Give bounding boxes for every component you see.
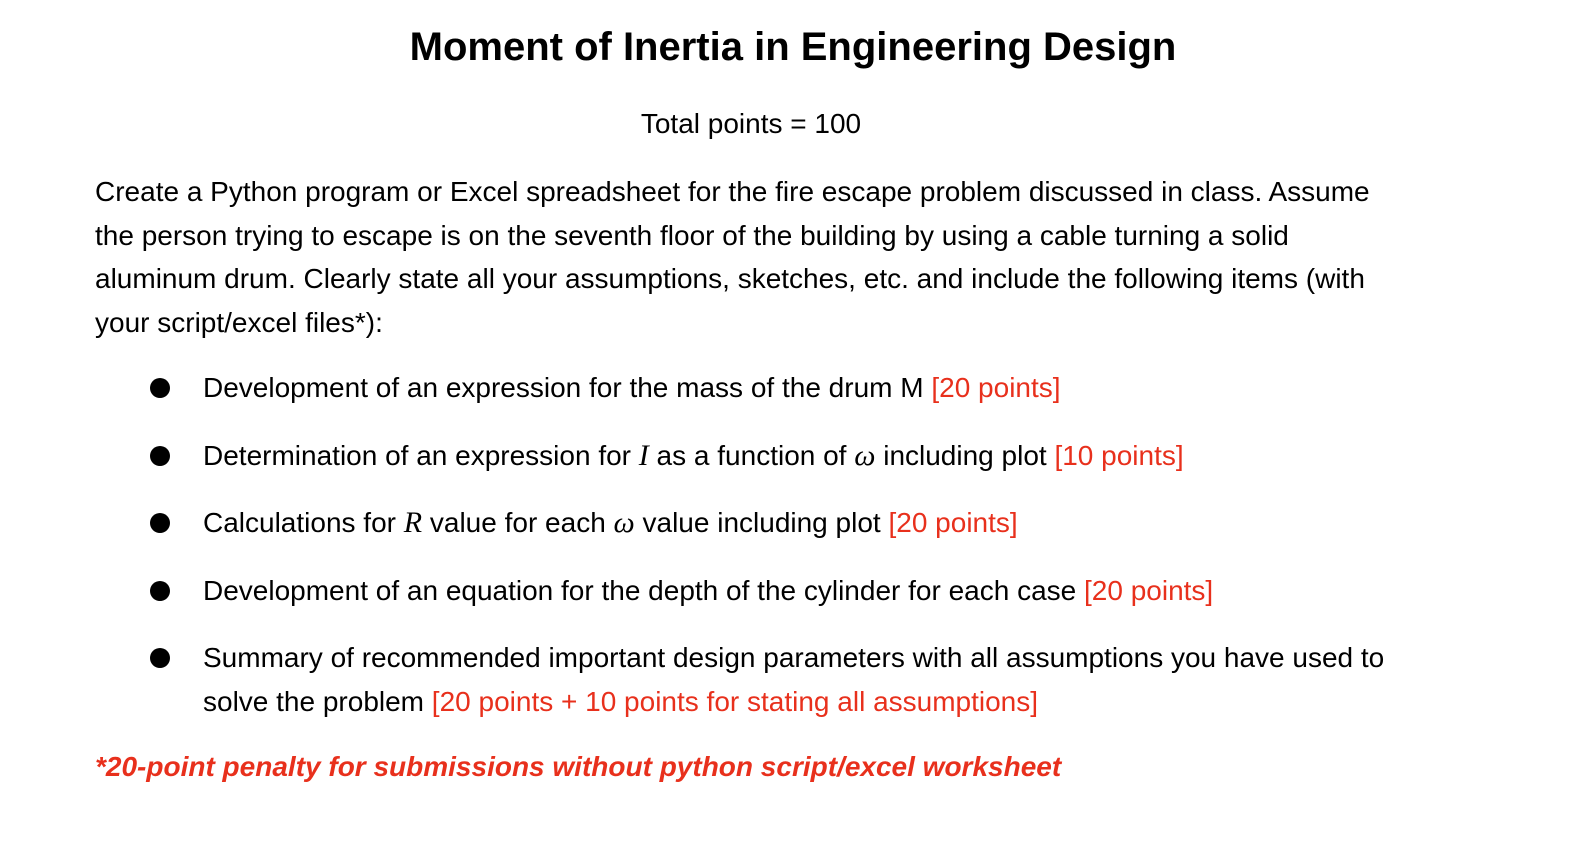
item-points: [20 points] [888,507,1018,538]
item-points: [20 points] [1084,574,1214,606]
list-item-line [203,366,1523,410]
item-text: as a function of [648,439,855,471]
item-text: value including plot [634,507,889,538]
math-symbol-omega: ω [613,506,635,539]
list-item [0,501,1576,545]
list-item-text [203,501,1523,545]
item-text: value for each [422,507,614,538]
item-points: [20 points] [931,372,1061,403]
total-points: Total points = 100 [640,108,862,139]
bullet-icon [150,581,170,601]
intro-paragraph [95,170,1495,344]
bullet-icon [150,446,170,466]
list-item-line [203,501,1523,545]
intro-line: the person trying to escape is on the seventh floor of the building by using a cable turning a solid [95,219,1289,251]
math-symbol-radius: R [403,506,423,539]
list-item-line: Summary of recommended important design parameters with all assumptions you have used to [203,642,1385,673]
bullet-icon [150,648,170,668]
list-item-text [203,569,1523,613]
list-item-text [203,366,1523,410]
bullet-icon [150,513,170,533]
list-item [0,636,1576,723]
item-text: Calculations for [203,507,404,538]
list-item-line [203,569,1523,613]
item-text: Development of an equation for the depth of the cylinder for each case [203,574,1085,606]
item-text: Development of an expression for the mass of the drum M [203,372,932,403]
math-symbol-omega: ω [854,438,876,472]
bullet-icon [150,378,170,398]
item-text: Determination of an expression for [203,439,639,471]
list-item-text [203,636,1523,723]
list-item [0,366,1576,410]
list-item-line [203,680,1523,724]
list-item-text [203,434,1523,478]
item-points: [20 points + 10 points for stating all assumptions] [431,685,1039,717]
penalty-note: *20-point penalty for submissions without python script/excel worksheet [95,751,1062,782]
intro-line: Create a Python program or Excel spreadsheet for the fire escape problem discussed in class. Assume [95,176,1370,207]
intro-line: your script/excel files*): [95,306,383,338]
document-title: Moment of Inertia in Engineering Design [409,25,1177,69]
requirements-list [0,366,1576,747]
list-item [0,434,1576,478]
intro-line: aluminum drum. Clearly state all your assumptions, sketches, etc. and include the following items (with [95,263,1365,294]
list-item-line [203,434,1523,478]
math-symbol-inertia: I [638,438,649,472]
item-points: [10 points] [1054,439,1184,471]
item-text: including plot [875,439,1055,471]
list-item [0,569,1576,613]
item-text: solve the problem [203,685,432,717]
